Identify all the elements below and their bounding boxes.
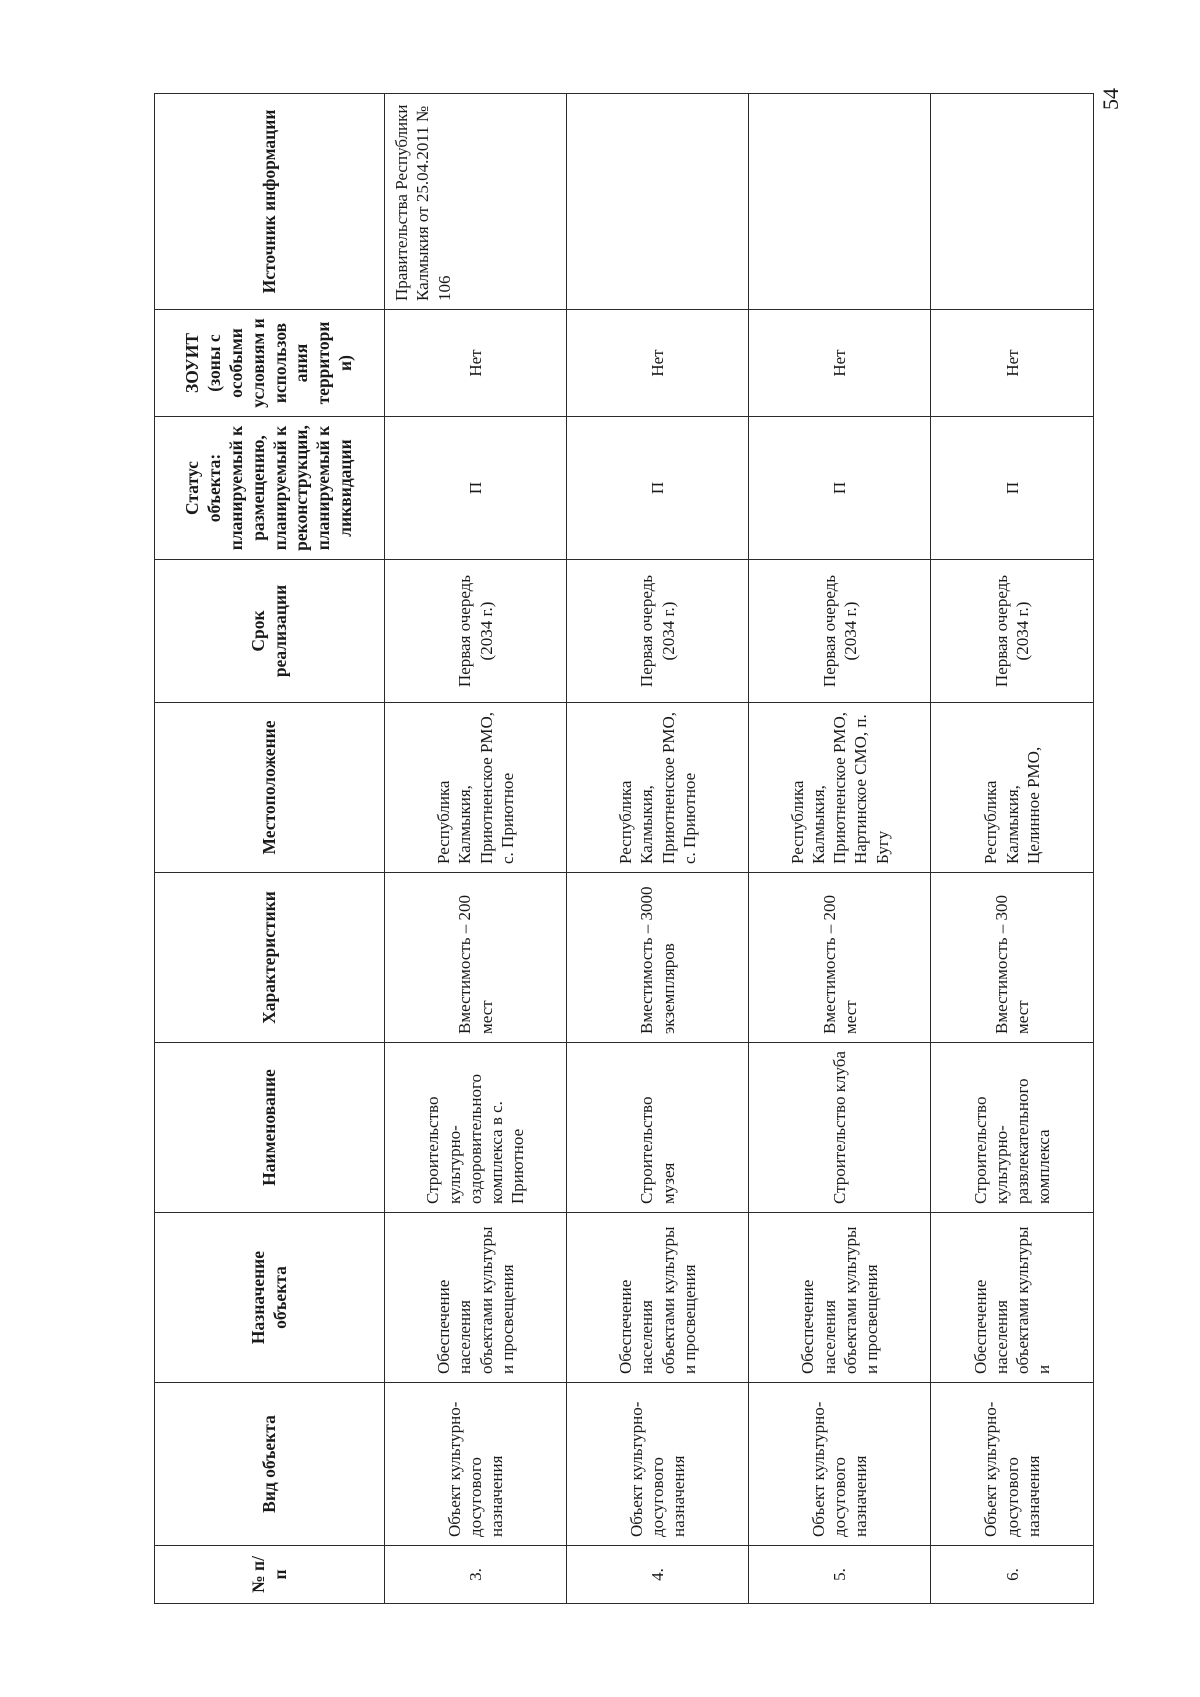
- row-source: [567, 94, 749, 310]
- row-type: Объект культурно- досугового назначения: [749, 1383, 931, 1546]
- header-type: Вид объекта: [155, 1383, 385, 1546]
- header-status: Статус объекта: планируемый к размещению, планируемый к реконструкции, планируемый к ликвидации: [155, 417, 385, 560]
- header-name: Наименование: [155, 1043, 385, 1213]
- row-zouit: Нет: [749, 310, 931, 417]
- row-status: П: [567, 417, 749, 560]
- table-row: [931, 94, 1094, 1604]
- header-source: Источник информации: [155, 94, 385, 310]
- row-status: П: [931, 417, 1094, 560]
- objects-table: [154, 93, 1094, 1604]
- row-term: Первая очередь (2034 г.): [567, 560, 749, 703]
- row-name: Строительство культурно- оздоровительного комплекса в с. Приютное: [385, 1043, 567, 1213]
- row-location: Республика Калмыкия, Приютненское РМО, с. Приютное: [385, 703, 567, 873]
- row-name: Строительство музея: [567, 1043, 749, 1213]
- row-name: Строительство культурно- развлекательного комплекса: [931, 1043, 1094, 1213]
- row-term: Первая очередь (2034 г.): [931, 560, 1094, 703]
- row-num: 3.: [385, 1546, 567, 1604]
- header-term: Срок реализации: [155, 560, 385, 703]
- row-location: Республика Калмыкия, Приютненское РМО, с. Приютное: [567, 703, 749, 873]
- header-num: № п/ п: [155, 1546, 385, 1604]
- row-zouit: Нет: [931, 310, 1094, 417]
- row-characteristics: Вместимость – 200 мест: [385, 873, 567, 1043]
- row-type: Объект культурно- досугового назначения: [385, 1383, 567, 1546]
- row-name: Строительство клуба: [749, 1043, 931, 1213]
- header-location: Местоположение: [155, 703, 385, 873]
- row-source: Правительства Республики Калмыкия от 25.04.2011 № 106: [385, 94, 567, 310]
- row-type: Объект культурно- досугового назначения: [567, 1383, 749, 1546]
- row-num: 6.: [931, 1546, 1094, 1604]
- header-row: [155, 94, 385, 1604]
- table-row: [385, 94, 567, 1604]
- row-term: Первая очередь (2034 г.): [749, 560, 931, 703]
- row-characteristics: Вместимость – 200 мест: [749, 873, 931, 1043]
- header-zouit: ЗОУИТ (зоны с особыми условиям и использов ания территори и): [155, 310, 385, 417]
- row-characteristics: Вместимость – 300 мест: [931, 873, 1094, 1043]
- table-row: [567, 94, 749, 1604]
- row-zouit: Нет: [385, 310, 567, 417]
- row-zouit: Нет: [567, 310, 749, 417]
- row-num: 4.: [567, 1546, 749, 1604]
- row-purpose: Обеспечение населения объектами культуры и просвещения: [385, 1213, 567, 1383]
- rotated-table-sheet: [154, 94, 1094, 1604]
- row-status: П: [385, 417, 567, 560]
- row-source: [749, 94, 931, 310]
- header-purpose: Назначение объекта: [155, 1213, 385, 1383]
- row-location: Республика Калмыкия, Приютненское РМО, Нартинское СМО, п. Бугу: [749, 703, 931, 873]
- table-row: [749, 94, 931, 1604]
- row-purpose: Обеспечение населения объектами культуры и просвещения: [749, 1213, 931, 1383]
- row-characteristics: Вместимость – 3000 экземпляров: [567, 873, 749, 1043]
- row-num: 5.: [749, 1546, 931, 1604]
- row-status: П: [749, 417, 931, 560]
- row-location: Республика Калмыкия, Целинное РМО,: [931, 703, 1094, 873]
- row-purpose: Обеспечение населения объектами культуры и: [931, 1213, 1094, 1383]
- page-number: 54: [1098, 88, 1123, 110]
- row-type: Объект культурно- досугового назначения: [931, 1383, 1094, 1546]
- row-term: Первая очередь (2034 г.): [385, 560, 567, 703]
- row-purpose: Обеспечение населения объектами культуры и просвещения: [567, 1213, 749, 1383]
- header-characteristics: Характеристики: [155, 873, 385, 1043]
- row-source: [931, 94, 1094, 310]
